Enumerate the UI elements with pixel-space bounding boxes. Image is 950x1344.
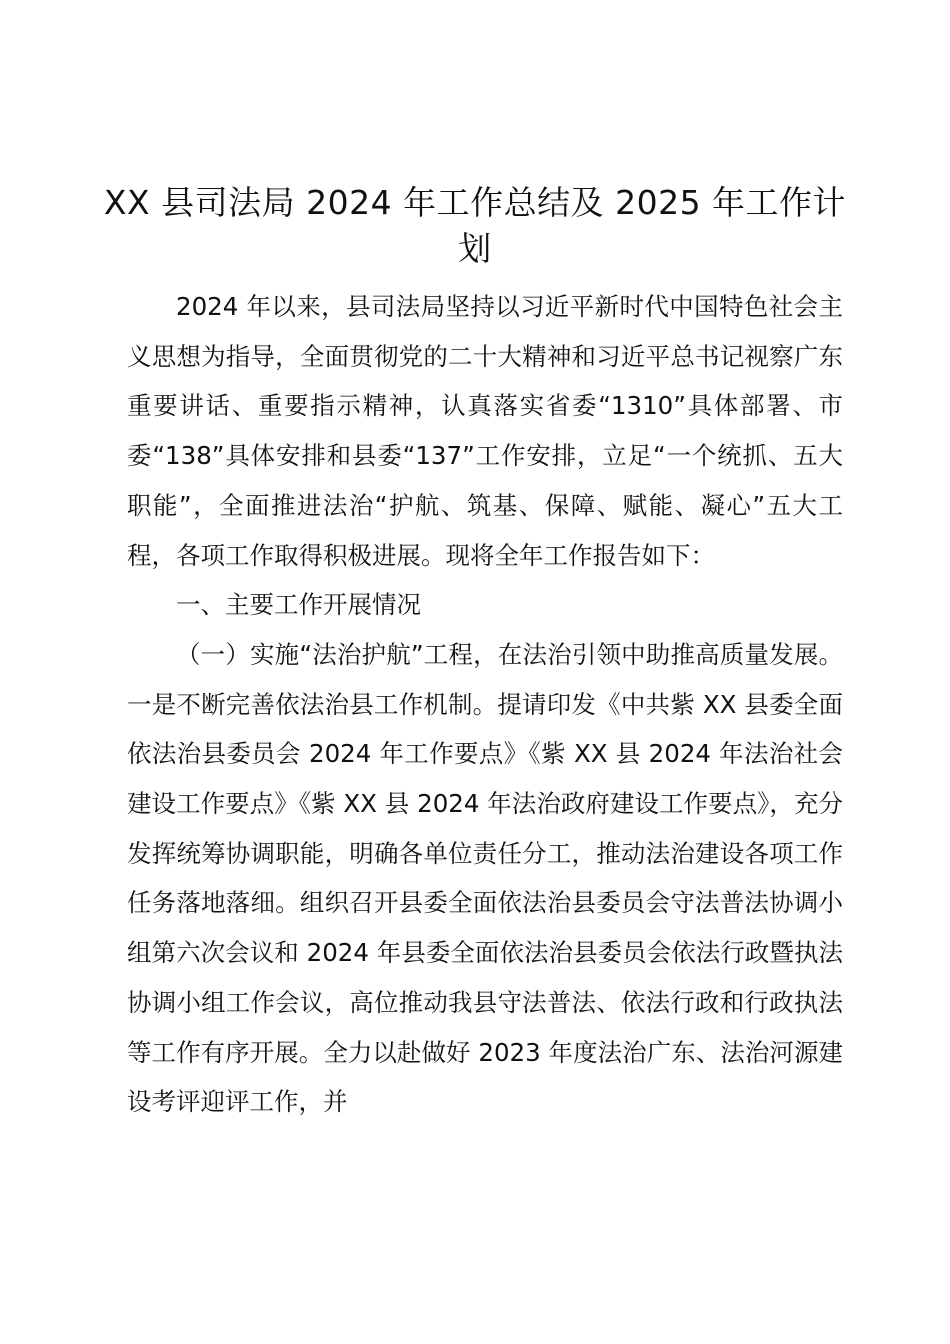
section-heading: 一、主要工作开展情况 [176, 590, 421, 620]
document-body [127, 282, 843, 1127]
document-title: XX 县司法局 2024 年工作总结及 2025 年工作计划 [103, 183, 847, 268]
intro-paragraph: 2024 年以来，县司法局坚持以习近平新时代中国特色社会主义思想为指导，全面贯彻党的二十大精神和习近平总书记视察广东重要讲话、重要指示精神，认真落实省委“1310”具体部署、市委“138”具体安排和县委“137”工作安排，立足“一个统抓、五大职能”，全面推进法治“护航、筑基、保障、赋能、凝心”五大工程，各项工作取得积极进展。现将全年工作报告如下： [127, 292, 843, 570]
subsection-paragraph: （一）实施“法治护航”工程，在法治引领中助推高质量发展。一是不断完善依法治县工作机制。提请印发《中共紫 XX 县委全面依法治县委员会 2024 年工作要点》《紫 XX 县 2024 年法治社会建设工作要点》《紫 XX 县 2024 年法治政府建设工作要点》，充分发挥统筹协调职能，明确各单位责任分工，推动法治建设各项工作任务落地落细。组织召开县委全面依法治县委员会守法普法协调小组第六次会议和 2024 年县委全面依法治县委员会依法行政暨执法协调小组工作会议，高位推动我县守法普法、依法行政和行政执法等工作有序开展。全力以赴做好 2023 年度法治广东、法治河源建设考评迎评工作，并 [127, 639, 843, 1117]
